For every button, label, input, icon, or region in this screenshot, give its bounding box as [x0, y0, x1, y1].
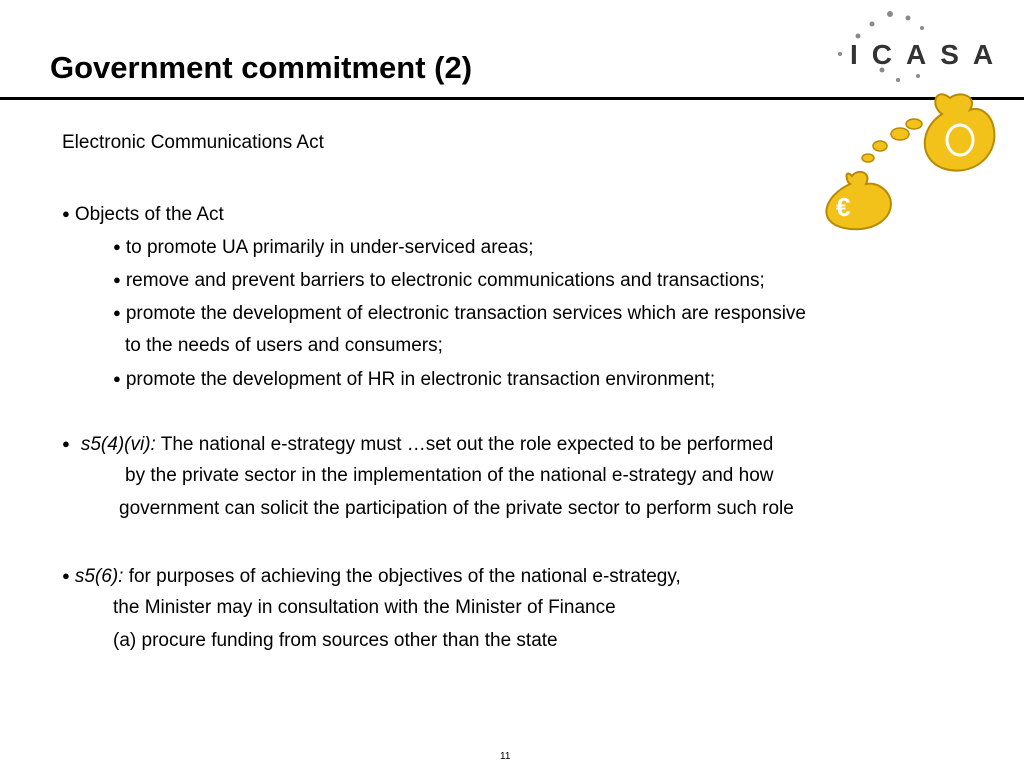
bullet-objects: [62, 202, 224, 227]
logo-lettering: ICASA: [850, 39, 1008, 70]
flying-coins-icon: [862, 119, 922, 162]
sub-bullet-promote-ua: [113, 235, 533, 260]
logo-dot: [920, 26, 924, 30]
bullet-s56-line2: the Minister may in consultation with the Minister of Finance: [113, 597, 616, 618]
sub-bullet-text: remove and prevent barriers to electronic communications and transactions;: [125, 270, 765, 291]
icasa-logo: [810, 6, 1024, 236]
sub-bullet-continuation: to the needs of users and consumers;: [125, 335, 443, 356]
bullet-s56-line3: (a) procure funding from sources other than the state: [113, 630, 558, 651]
logo-dot: [916, 74, 920, 78]
bullet-icon: ●: [113, 371, 121, 386]
logo-dot: [896, 78, 900, 82]
sub-bullet-text: to promote UA primarily in under-serviced areas;: [125, 237, 534, 258]
money-bag-small-icon: [826, 172, 891, 229]
logo-dot: [856, 34, 861, 39]
sub-bullet-text: promote the development of HR in electronic transaction environment;: [125, 369, 716, 390]
bullet-s54-line2: by the private sector in the implementation of the national e-strategy and how: [125, 465, 774, 486]
bullet-s56: [62, 564, 681, 589]
logo-dot: [887, 11, 893, 17]
page-number: 11: [500, 751, 511, 762]
bullet-s54-line3: government can solicit the participation of the private sector to perform such role: [119, 498, 794, 519]
bullet-icon: ●: [113, 272, 121, 287]
bullet-text: The national e-strategy must …set out the role expected to be performed: [155, 434, 774, 455]
bullet-icon: ●: [62, 436, 70, 451]
bullet-objects-label: Objects of the Act: [74, 204, 224, 225]
sub-bullet-text: promote the development of electronic transaction services which are responsive: [125, 303, 806, 324]
bullet-icon: ●: [62, 206, 70, 221]
bullet-icon: ●: [113, 305, 121, 320]
logo-dot: [906, 16, 911, 21]
section-reference: s5(4)(vi):: [80, 434, 156, 455]
logo-dot: [838, 52, 842, 56]
bullet-text: for purposes of achieving the objectives of the national e-strategy,: [123, 566, 681, 587]
sub-bullet-remove-barriers: [113, 268, 765, 293]
logo-dot: [870, 22, 875, 27]
section-heading: Electronic Communications Act: [62, 132, 324, 153]
bullet-icon: ●: [113, 239, 121, 254]
euro-symbol: €: [836, 192, 851, 222]
bullet-icon: ●: [62, 568, 70, 583]
slide-title: Government commitment (2): [50, 50, 473, 85]
bullet-s54: [62, 432, 773, 457]
money-bag-large-icon: [925, 94, 995, 170]
sub-bullet-hr-development: [113, 367, 715, 392]
section-reference: s5(6):: [74, 566, 124, 587]
sub-bullet-transaction-services: [113, 301, 806, 326]
